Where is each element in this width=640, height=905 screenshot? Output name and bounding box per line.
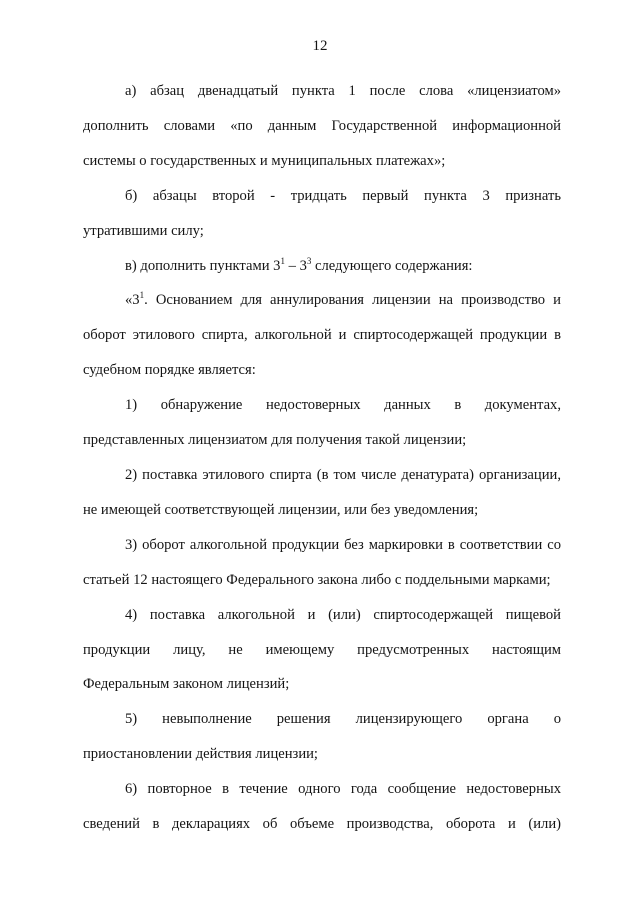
paragraph-b-line2: утратившими силу; (83, 222, 204, 239)
quote-line1 (83, 283, 561, 318)
superscript: 1 (280, 255, 285, 266)
document-body (83, 74, 561, 842)
quote-prefix: «3 (125, 292, 140, 309)
quote-line3: судебном порядке является: (83, 362, 256, 379)
item-5-line1: 5) невыполнение решения лицензирующего органа о (125, 711, 561, 728)
paragraph-a-line3: системы о государственных и муниципальных платежах»; (83, 152, 446, 169)
paragraph-a-line2: дополнить словами «по данным Государственной информационной (83, 117, 561, 134)
paragraph-v (83, 249, 561, 284)
superscript: 1 (139, 290, 145, 301)
item-1-line2: представленных лицензиатом для получения такой лицензии; (83, 432, 467, 449)
item-5-line2: приостановлении действия лицензии; (83, 746, 318, 763)
item-6-line1: 6) повторное в течение одного года сообщение недостоверных (125, 781, 561, 798)
item-3-line1: 3) оборот алкогольной продукции без маркировки в соответствии со (125, 536, 561, 553)
item-2-line2: не имеющей соответствующей лицензии, или без уведомления; (83, 501, 479, 518)
item-3-line2: статьей 12 настоящего Федерального закона либо с поддельными марками; (83, 571, 551, 588)
item-4-line1: 4) поставка алкогольной и (или) спиртосодержащей пищевой (125, 606, 561, 623)
quote-text: . Основанием для аннулирования лицензии на производство и (144, 292, 561, 309)
item-2-line1: 2) поставка этилового спирта (в том числе денатурата) организации, (125, 466, 561, 483)
item-4-line3: Федеральным законом лицензий; (83, 676, 290, 693)
quote-line2: оборот этилового спирта, алкогольной и спиртосодержащей продукции в (83, 327, 561, 344)
paragraph-a-line1: а) абзац двенадцатый пункта 1 после слова «лицензиатом» (125, 83, 561, 99)
item-4-line2: продукции лицу, не имеющему предусмотренных настоящим (83, 641, 561, 658)
item-1-line1: 1) обнаружение недостоверных данных в документах, (125, 397, 561, 414)
paragraph-b-line1: б) абзацы второй - тридцать первый пункта 3 признать (125, 187, 561, 204)
page-number: 12 (312, 38, 328, 54)
paragraph-v-text-3: следующего содержания: (311, 257, 473, 274)
item-6-line2: сведений в декларациях об объеме производства, оборота и (или) (83, 816, 561, 833)
paragraph-v-text-1: в) дополнить пунктами 3 (125, 257, 281, 274)
superscript: 3 (306, 255, 312, 266)
paragraph-v-text-2: – 3 (284, 257, 307, 274)
